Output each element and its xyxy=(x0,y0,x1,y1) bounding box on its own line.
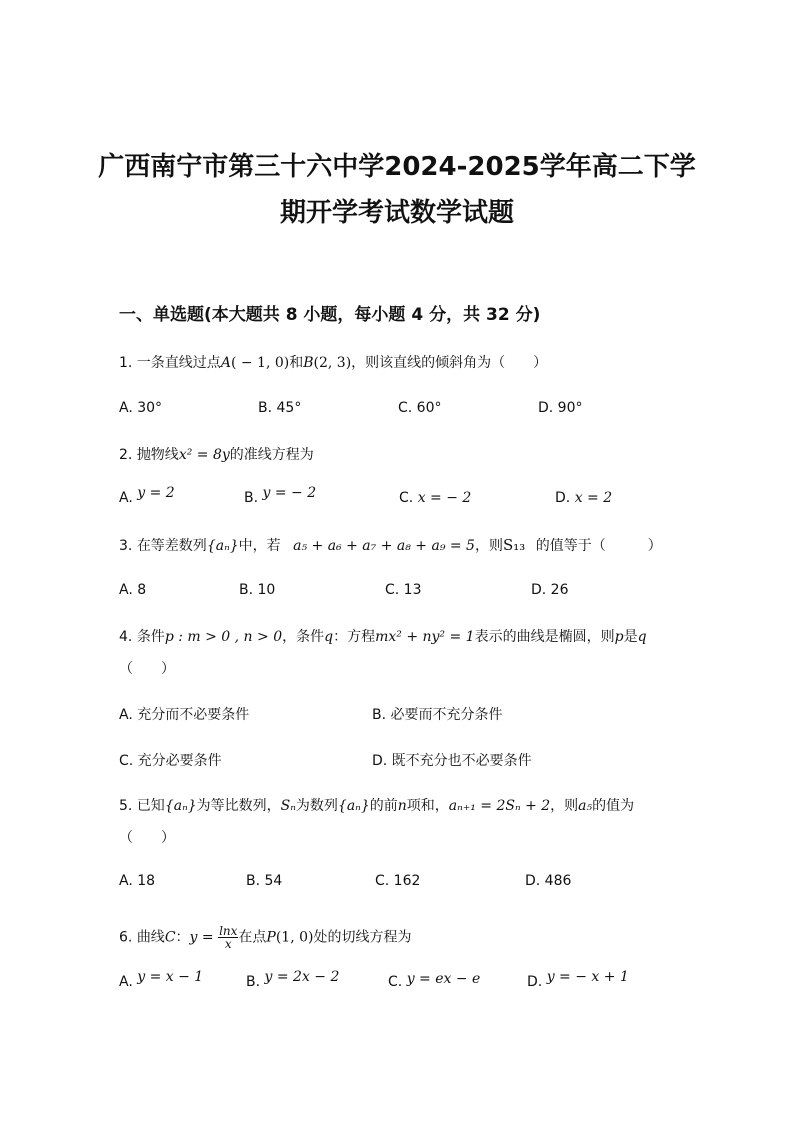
stem-text: 表示的曲线是椭圆，则 xyxy=(474,629,615,645)
question-3-option-d: D. 26 xyxy=(531,582,569,598)
stem-text: 的前 xyxy=(369,798,398,814)
fraction-denominator: x xyxy=(224,937,232,951)
question-6-option-b xyxy=(246,969,340,990)
math-n: n xyxy=(397,798,407,814)
math-point-a: A xyxy=(220,355,231,371)
option-letter: B. xyxy=(246,974,261,990)
stem-text: ，则 xyxy=(550,798,579,814)
stem-text: 为数列 xyxy=(295,798,338,814)
paper-title-line2: 期开学考试数学试题 xyxy=(279,198,514,228)
question-3-option-b: B. 10 xyxy=(239,582,276,598)
question-2-option-d xyxy=(555,490,612,506)
question-6-stem xyxy=(119,925,411,950)
option-letter: D. xyxy=(527,974,543,990)
math-s13: S₁₃ xyxy=(502,536,526,554)
stem-text: 项和， xyxy=(406,798,449,814)
math-sum-condition: a₅ + a₆ + a₇ + a₈ + a₉ = 5 xyxy=(293,538,475,554)
question-1-option-d: D. 90° xyxy=(538,400,583,416)
math-recurrence: aₙ₊₁ = 2Sₙ + 2 xyxy=(448,798,551,814)
math-curve-c: C xyxy=(164,929,176,946)
option-letter: D. xyxy=(555,490,571,506)
option-letter: C. xyxy=(399,490,414,506)
option-letter: C. xyxy=(388,974,403,990)
question-number: 1. xyxy=(119,355,133,371)
question-2-option-a xyxy=(119,485,175,506)
math-parabola: x² = 8y xyxy=(178,447,230,463)
stem-text: 是 xyxy=(623,629,638,645)
math-y-equals: y = xyxy=(189,929,214,946)
question-4-option-c: C. 充分必要条件 xyxy=(119,753,222,769)
stem-text: 在等差数列 xyxy=(136,538,207,554)
question-1-option-a: A. 30° xyxy=(119,400,163,416)
option-expr: y = − x + 1 xyxy=(546,969,629,985)
question-2-option-c xyxy=(399,490,471,506)
stem-text: 处的切线方程为 xyxy=(313,929,412,946)
question-5-option-c: C. 162 xyxy=(375,873,421,889)
math-coords-b: (2, 3) xyxy=(313,355,352,371)
stem-text: 已知 xyxy=(136,798,165,814)
math-a5: a₅ xyxy=(578,798,593,814)
option-expr: x = 2 xyxy=(574,490,613,506)
question-2-stem xyxy=(119,444,314,464)
math-coords-a: ( − 1, 0) xyxy=(230,355,290,371)
math-sn: Sₙ xyxy=(280,798,296,814)
question-4-option-a: A. 充分而不必要条件 xyxy=(119,707,250,723)
math-condition-p: p : m > 0 , n > 0 xyxy=(164,629,283,645)
math-p: p xyxy=(614,629,624,645)
stem-text: 在点 xyxy=(238,929,267,946)
stem-text: 抛物线 xyxy=(136,447,179,463)
stem-text: ：方程 xyxy=(333,629,376,645)
math-fraction xyxy=(218,925,238,950)
math-point-b: B xyxy=(303,355,314,371)
fraction-numerator: lnx xyxy=(219,924,238,938)
question-number: 4. xyxy=(119,629,133,645)
option-expr: y = x − 1 xyxy=(137,969,204,985)
question-number: 6. xyxy=(119,929,133,946)
question-5-option-a: A. 18 xyxy=(119,873,156,889)
option-expr: y = − 2 xyxy=(262,485,317,501)
stem-text: 条件 xyxy=(136,629,165,645)
stem-text: 和 xyxy=(289,355,304,371)
question-5-paren: （ ） xyxy=(119,830,175,846)
stem-text: 的值为 xyxy=(592,798,635,814)
question-6-option-d xyxy=(527,969,629,990)
question-3-stem xyxy=(119,535,662,555)
math-q: q xyxy=(637,629,647,645)
math-ellipse-equation: mx² + ny² = 1 xyxy=(375,629,475,645)
stem-text: 一条直线过点 xyxy=(136,355,221,371)
question-6-option-a xyxy=(119,969,204,990)
math-coords-p: (1, 0) xyxy=(275,929,314,946)
stem-text: ，条件 xyxy=(282,629,325,645)
math-point-p: P xyxy=(266,929,276,946)
stem-text: ，则 xyxy=(474,538,503,554)
question-1-option-c: C. 60° xyxy=(398,400,442,416)
math-sequence: {aₙ} xyxy=(164,798,197,814)
question-4-stem xyxy=(119,626,647,646)
question-4-option-b: B. 必要而不充分条件 xyxy=(372,707,503,723)
question-number: 2. xyxy=(119,447,133,463)
option-letter: A. xyxy=(119,490,133,506)
math-q: q xyxy=(324,629,334,645)
question-1-option-b: B. 45° xyxy=(258,400,302,416)
question-1-stem xyxy=(119,352,547,372)
stem-text: 曲线 xyxy=(136,929,165,946)
question-5-stem xyxy=(119,795,634,815)
stem-text: 的准线方程为 xyxy=(229,447,314,463)
stem-text: ： xyxy=(175,929,190,946)
section-heading: 一、单选题(本大题共 8 小题，每小题 4 分，共 32 分) xyxy=(119,305,541,325)
question-6-option-c xyxy=(388,971,481,990)
math-sequence: {aₙ} xyxy=(206,538,239,554)
stem-text: 为等比数列， xyxy=(196,798,281,814)
question-4-option-d: D. 既不充分也不必要条件 xyxy=(372,753,532,769)
stem-text: 中，若 xyxy=(238,538,281,554)
math-sequence: {aₙ} xyxy=(337,798,370,814)
option-expr: x = − 2 xyxy=(417,490,472,506)
paper-title-line1: 广西南宁市第三十六中学2024-2025学年高二下学 xyxy=(98,152,696,182)
question-2-option-b xyxy=(244,485,317,506)
option-letter: A. xyxy=(119,974,133,990)
stem-text: 的值等于（ ） xyxy=(535,538,662,554)
question-number: 5. xyxy=(119,798,133,814)
question-number: 3. xyxy=(119,538,133,554)
stem-text: ，则该直线的倾斜角为（ ） xyxy=(351,355,548,371)
question-4-paren: （ ） xyxy=(119,661,175,677)
question-5-option-b: B. 54 xyxy=(246,873,283,889)
option-letter: B. xyxy=(244,490,259,506)
option-expr: y = 2x − 2 xyxy=(264,969,340,985)
question-3-option-a: A. 8 xyxy=(119,582,147,598)
question-5-option-d: D. 486 xyxy=(525,873,572,889)
option-expr: y = ex − e xyxy=(406,971,481,987)
option-expr: y = 2 xyxy=(137,485,175,501)
question-3-option-c: C. 13 xyxy=(385,582,422,598)
